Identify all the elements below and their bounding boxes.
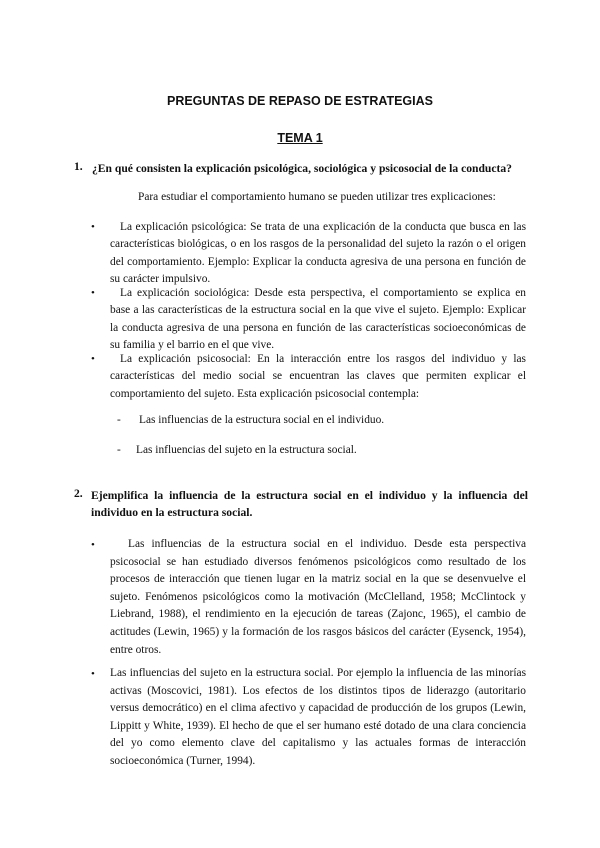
bullet-icon: • (91, 287, 95, 299)
document-title: PREGUNTAS DE REPASO DE ESTRATEGIAS (166, 94, 433, 108)
bullet-icon: • (91, 353, 95, 365)
question-2-item-subject-influence: Las influencias del sujeto en la estructura social. Por ejemplo la influencia de las minorías activas (Moscovici, 1981). Los efectos de los distintos tipos de liderazgo (autoritario versus democrático) en el clima afectivo y capacidad de producción de los grupos (Lewin, Lippitt y White, 1939). El hecho de que el ser humano esté dotado de una clara conciencia del yo como elemento clave del capitalismo y las actuales formas de interacción socioeconómica (Turner, 1994). (110, 667, 526, 767)
question-1-item-sociological: La explicación sociológica: Desde esta perspectiva, el comportamiento se explica en base a las características de la estructura social en la que vive el sujeto. Ejemplo: Explicar la conducta agresiva de una persona en función de las características socioeconómicas de su familia y el barrio en el que vive. (110, 287, 526, 352)
document-subtitle: TEMA 1 (277, 131, 323, 145)
bullet-icon: • (91, 539, 95, 551)
question-1-item-psychosocial: La explicación psicosocial: En la interacción entre los rasgos del individuo y las características del medio social se encuentran las claves que permiten explicar el comportamiento del sujeto. Esta explicación psicosocial contempla: (110, 353, 526, 400)
question-2-number: 2. (74, 487, 83, 500)
question-2-item-structure-influence: Las influencias de la estructura social en el individuo. Desde esta perspectiva psicosocial se han estudiado diversos fenómenos psicológicos como resultado de los procesos de interacción que tienen lugar en la matriz social en la que se desenvuelve el sujeto. Fenómenos psicológicos como la motivación (McClelland, 1958; McClintock y Liebrand, 1988), el rendimiento en la ejecución de tareas (Zajonc, 1965), el cambio de actitudes (Lewin, 1965) y la formación de los rasgos básicos del carácter (Eysenck, 1954), entre otros. (110, 538, 526, 656)
question-1-number: 1. (74, 160, 83, 173)
question-1-item-psychological: La explicación psicológica: Se trata de una explicación de la conducta que busca en las características biológicas, o en los rasgos de la personalidad del sujeto la razón o el origen del comportamiento. Ejemplo: Explicar la conducta agresiva de una persona en función de su carácter impulsivo. (110, 221, 526, 286)
question-1-subitem: Las influencias del sujeto en la estructura social. (136, 444, 357, 456)
dash-icon: - (117, 414, 121, 426)
question-1-intro: Para estudiar el comportamiento humano se pueden utilizar tres explicaciones: (138, 191, 496, 203)
bullet-icon: • (91, 221, 95, 233)
question-2-title: Ejemplifica la influencia de la estructura social en el individuo y la influencia del individuo en la estructura social. (91, 489, 528, 519)
dash-icon: - (117, 444, 121, 456)
question-1-subitem: Las influencias de la estructura social en el individuo. (139, 414, 385, 426)
question-1-title: ¿En qué consisten la explicación psicológica, sociológica y psicosocial de la conducta? (92, 162, 512, 175)
bullet-icon: • (91, 668, 95, 680)
